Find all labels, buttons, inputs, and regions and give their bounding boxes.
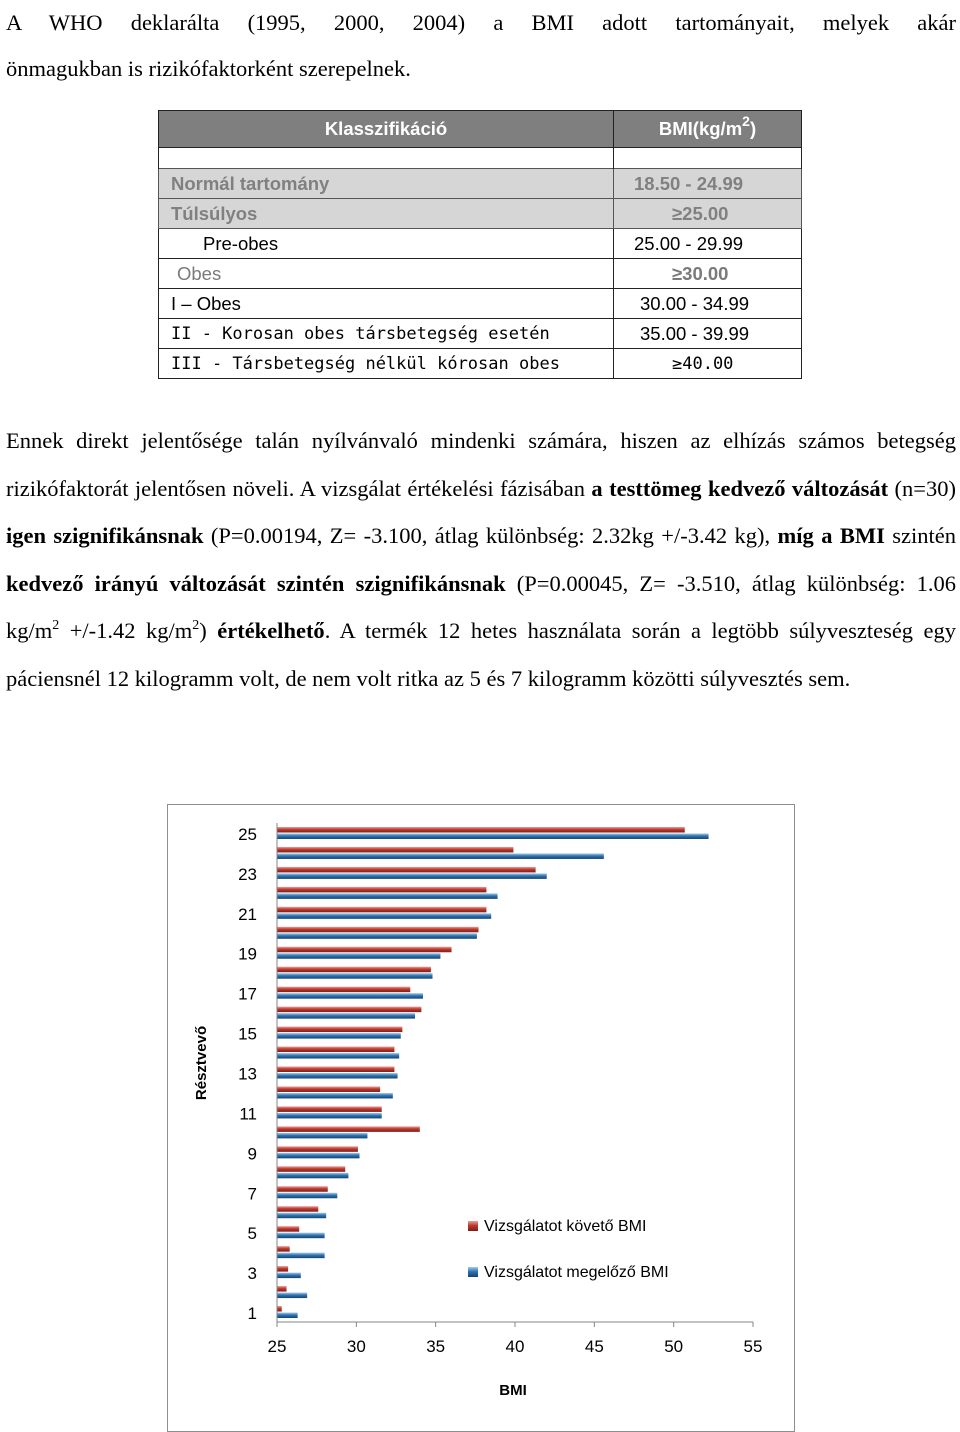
bar-before [277,873,547,879]
bar-before [277,1133,367,1139]
bar-before [277,953,440,959]
x-tick-label: 30 [346,1337,366,1356]
row-value: ≥40.00 [614,349,802,379]
y-tick-label: 23 [238,864,257,884]
row-label: I – Obes [159,289,614,319]
table-row [159,169,802,199]
y-tick-label: 19 [238,944,257,964]
bar-after [277,947,452,953]
header-bmi-sup: 2 [742,113,750,129]
bar-after [277,1047,394,1053]
y-tick-label: 17 [238,984,257,1004]
header-bmi-text: BMI(kg/m [658,118,743,139]
text-run: (P=0.00194, Z= -3.100, átlag különbség: 2.32kg +/-3.42 kg), [203,523,778,548]
bar-after [277,847,513,853]
text-run: +/-1.42 kg/m [59,618,193,643]
y-tick-label: 1 [247,1304,257,1324]
y-tick-label: 5 [247,1224,257,1244]
y-axis-title: Résztvevő [193,1025,210,1101]
bold-run: kedvező irányú változását szintén szignifikánsnak [6,570,506,596]
y-tick-label: 13 [238,1064,257,1084]
superscript: 2 [192,618,200,633]
spacer-cell [614,148,802,169]
bar-before [277,993,423,999]
x-axis-title: BMI [499,1382,527,1399]
bar-after [277,1306,282,1312]
y-tick-label: 9 [247,1144,257,1164]
table-spacer [159,148,802,169]
row-value: 30.00 - 34.99 [614,289,802,319]
bar-before [277,1033,401,1039]
bar-before [277,1293,307,1299]
intro-line-2: önmagukban is rizikófaktorként szerepelnek. [6,56,411,81]
row-value: ≥25.00 [614,199,802,229]
y-tick-label: 15 [238,1024,257,1044]
bar-after [277,987,410,993]
bar-before [277,1053,399,1059]
row-value: 35.00 - 39.99 [614,319,802,349]
bar-before [277,1013,415,1019]
bold-run: a testtömeg kedvező változását [591,475,889,501]
x-tick-label: 40 [505,1337,525,1356]
bar-after [277,1266,288,1272]
bar-before [277,973,432,979]
bmi-classification-table [158,110,802,379]
legend-swatch [468,1221,478,1231]
bar-after [277,1146,358,1152]
text-run: (P=0.00045, Z= -3.510, átlag különbség: 1.06 kg/m [6,570,956,643]
body-paragraph [6,417,956,702]
text-run: (n=30) [888,475,956,501]
header-bmi [614,111,802,148]
y-tick-label: 3 [247,1264,257,1284]
text-run: ) [199,618,218,643]
table-row [159,229,802,259]
text-run: Ennek direkt jelentősége talán nyílvánvaló mindenki számára, hiszen az elhízás számos betegség rizikófaktorát jelentősen növeli. A vizsgálat értékelési fázisában [6,428,956,501]
table-row [159,349,802,379]
x-tick-label: 50 [664,1337,684,1356]
bar-before [277,1073,398,1079]
bar-before [277,1153,360,1159]
row-label: II - Korosan obes társbetegség esetén [159,319,614,349]
bar-before [277,893,498,899]
bar-after [277,887,486,893]
bar-before [277,1213,326,1219]
row-value: 18.50 - 24.99 [614,169,802,199]
row-value: ≥30.00 [614,259,802,289]
table-row [159,319,802,349]
bar-after [277,1067,394,1073]
bar-before [277,1113,382,1119]
superscript: 2 [52,618,60,633]
bar-after [277,1186,328,1192]
bmi-chart-frame [167,804,795,1432]
bar-after [277,967,431,973]
text-run: szintén [884,523,956,548]
y-tick-label: 7 [247,1184,257,1204]
x-tick-label: 25 [267,1337,287,1356]
intro-line-1: A WHO deklarálta (1995, 2000, 2004) a BMI adott tartományait, melyek akár [6,10,956,35]
bar-after [277,1106,382,1112]
bold-run: míg a BMI [777,523,885,548]
bold-run: igen szignifikánsnak [6,523,204,548]
table-row [159,259,802,289]
bar-after [277,1086,380,1092]
bar-before [277,833,709,839]
bar-before [277,853,604,859]
bar-after [277,1226,299,1232]
bar-after [277,827,685,833]
x-tick-label: 45 [584,1337,604,1356]
row-label: Pre-obes [159,229,614,259]
y-tick-label: 21 [238,904,257,924]
row-label: Túlsúlyos [159,199,614,229]
bmi-bar-chart [168,805,794,1431]
bar-after [277,1246,290,1252]
bar-before [277,1173,348,1179]
bold-run: értékelhető [217,618,325,643]
table-header-row [159,111,802,148]
bar-before [277,913,491,919]
bar-after [277,867,536,873]
bar-before [277,933,477,939]
row-label: III - Társbetegség nélkül kórosan obes [159,349,614,379]
bar-before [277,1093,393,1099]
bar-before [277,1273,301,1279]
intro-paragraph [6,0,956,92]
y-tick-label: 25 [238,824,257,844]
bar-after [277,1007,421,1013]
legend-label: Vizsgálatot követő BMI [484,1218,647,1235]
text-run: . A termék 12 hetes használata során a legtöbb súlyveszteség egy páciensnél 12 kilogramm volt, de nem volt ritka az 5 és 7 kilogramm közötti súlyvesztés sem. [6,618,957,691]
x-tick-label: 55 [743,1337,763,1356]
bar-before [277,1253,325,1259]
table-row [159,199,802,229]
row-label: Normál tartomány [159,169,614,199]
bar-after [277,907,486,913]
y-tick-label: 11 [239,1104,257,1124]
legend-swatch [468,1267,478,1277]
bar-after [277,1126,420,1132]
header-classification: Klasszifikáció [159,111,614,148]
row-value: 25.00 - 29.99 [614,229,802,259]
bar-after [277,1206,318,1212]
row-label: Obes [159,259,614,289]
legend-label: Vizsgálatot megelőző BMI [484,1264,669,1281]
bar-after [277,1027,402,1033]
bar-after [277,1286,287,1292]
bar-before [277,1233,325,1239]
header-bmi-close: ) [749,118,757,139]
table-row [159,289,802,319]
spacer-cell [159,148,614,169]
x-tick-label: 35 [426,1337,446,1356]
bar-before [277,1313,298,1319]
bar-after [277,1166,345,1172]
bar-before [277,1193,337,1199]
bar-after [277,927,479,933]
